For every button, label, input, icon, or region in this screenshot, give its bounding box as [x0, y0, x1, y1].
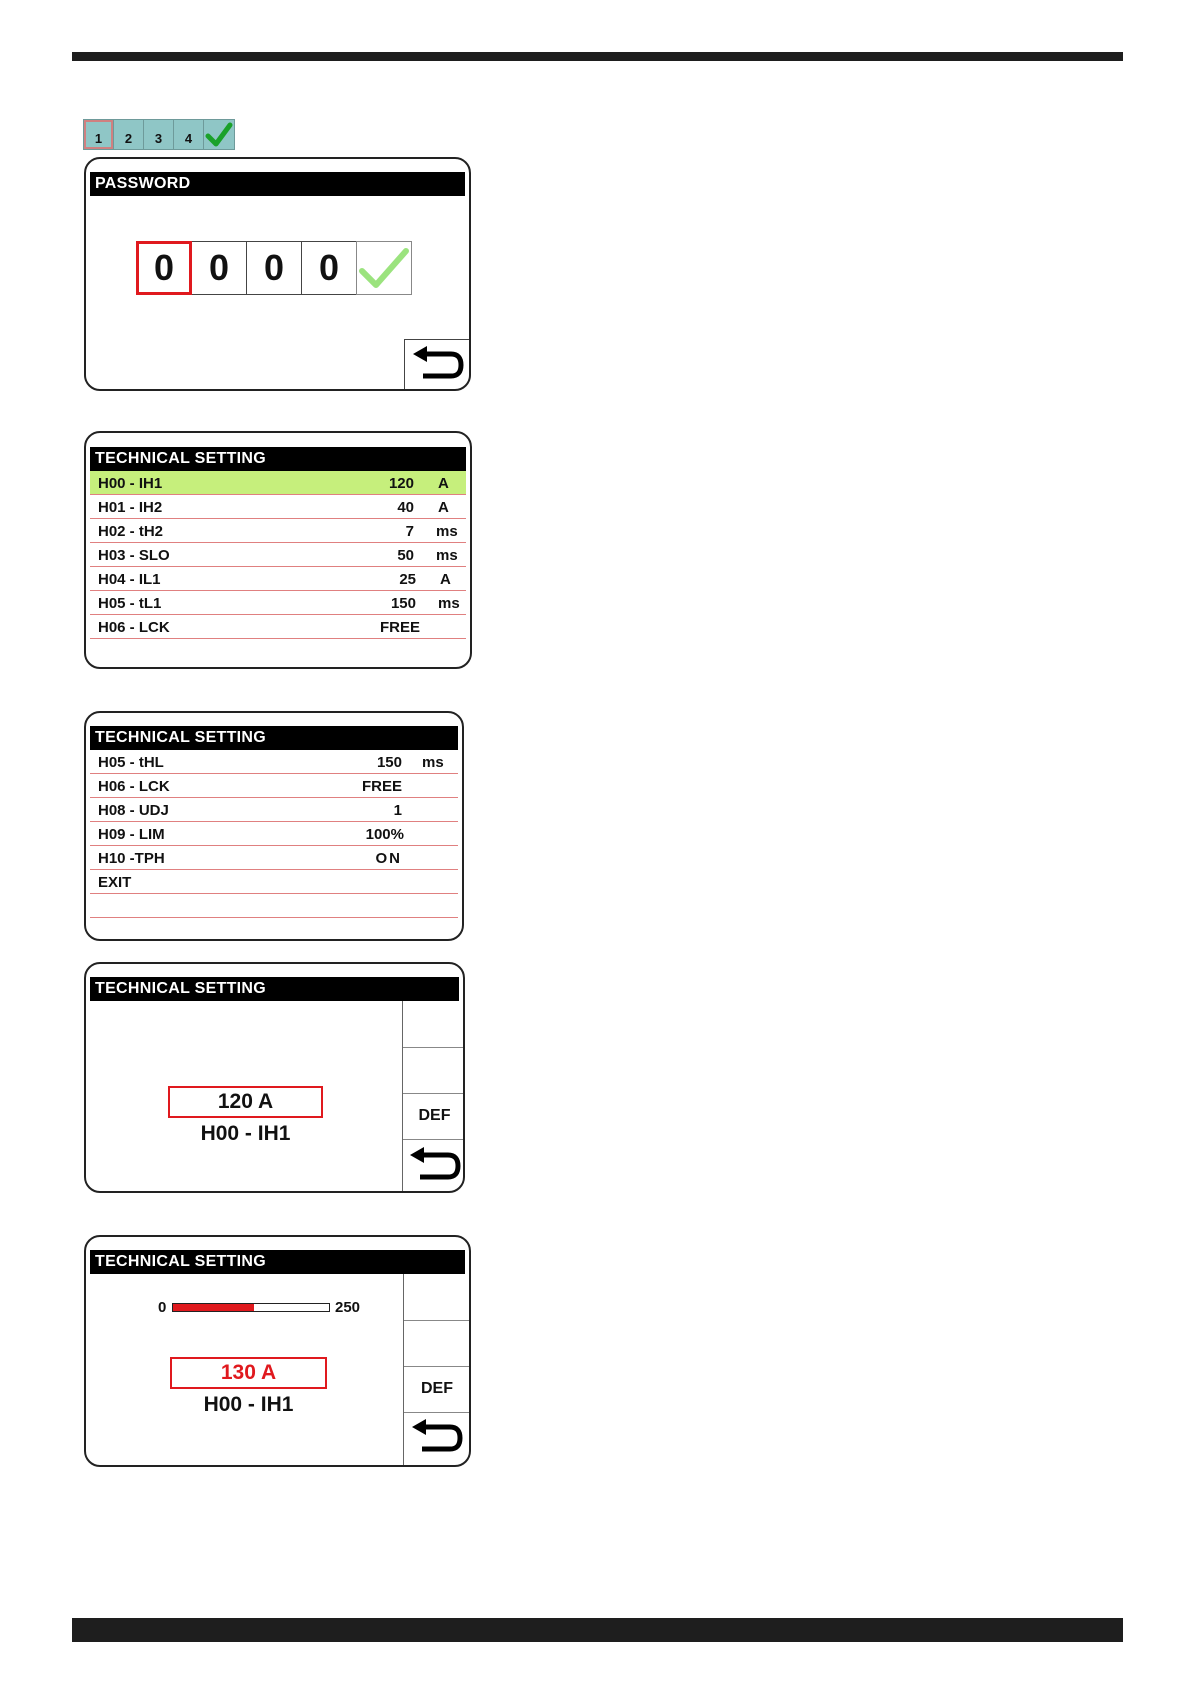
list-item[interactable]: H09 - LIM 100%	[90, 822, 458, 846]
side-button-column	[403, 1274, 470, 1465]
side-button-empty-1[interactable]	[404, 1274, 470, 1321]
side-button-empty-2[interactable]	[403, 1047, 465, 1094]
list-item	[90, 894, 458, 918]
panel-title: TECHNICAL SETTING	[90, 1250, 465, 1274]
back-button[interactable]	[403, 1139, 465, 1193]
exit-item[interactable]: EXIT	[90, 870, 458, 894]
list-item[interactable]: H05 - tHL 150 ms	[90, 750, 458, 774]
step-4[interactable]: 4	[174, 120, 204, 149]
back-button[interactable]	[404, 339, 471, 391]
technical-setting-edit-2	[84, 1235, 471, 1467]
def-button[interactable]: DEF	[404, 1366, 470, 1413]
gauge-max-label: 250	[335, 1299, 361, 1316]
side-button-column	[402, 1001, 465, 1191]
password-digits	[137, 241, 412, 295]
value-gauge	[172, 1303, 330, 1312]
list-item[interactable]: H04 - IL1 25 A	[90, 567, 466, 591]
panel-title: TECHNICAL SETTING	[90, 447, 466, 471]
def-button[interactable]: DEF	[403, 1093, 465, 1140]
list-item[interactable]: H00 - IH1 120 A	[90, 471, 466, 495]
parameter-name: H00 - IH1	[200, 1122, 291, 1145]
list-item[interactable]: H06 - LCK FREE	[90, 615, 466, 639]
back-arrow-icon	[411, 345, 465, 388]
password-digit-4[interactable]: 0	[301, 241, 357, 295]
back-arrow-icon	[410, 1418, 464, 1461]
step-2[interactable]: 2	[114, 120, 144, 149]
back-button[interactable]	[404, 1412, 470, 1467]
gauge-min-label: 0	[158, 1299, 167, 1316]
step-indicator	[83, 119, 235, 150]
panel-title: TECHNICAL SETTING	[90, 977, 459, 1001]
password-digit-1[interactable]: 0	[136, 241, 192, 295]
parameter-list	[90, 471, 466, 639]
parameter-list	[90, 750, 458, 918]
password-digit-2[interactable]: 0	[191, 241, 247, 295]
back-arrow-icon	[408, 1146, 462, 1189]
list-item[interactable]: H10 -TPH ON	[90, 846, 458, 870]
panel-title: TECHNICAL SETTING	[90, 726, 458, 750]
technical-setting-list-2	[84, 711, 464, 941]
list-item[interactable]: H01 - IH2 40 A	[90, 495, 466, 519]
password-digit-3[interactable]: 0	[246, 241, 302, 295]
list-item[interactable]: H02 - tH2 7 ms	[90, 519, 466, 543]
list-item[interactable]: H08 - UDJ 1	[90, 798, 458, 822]
parameter-name: H00 - IH1	[203, 1393, 294, 1416]
step-3[interactable]: 3	[144, 120, 174, 149]
panel-title: PASSWORD	[90, 172, 465, 196]
value-display[interactable]: 130 A	[170, 1357, 327, 1389]
technical-setting-edit-1	[84, 962, 465, 1193]
list-item[interactable]: H06 - LCK FREE	[90, 774, 458, 798]
password-panel	[84, 157, 471, 391]
list-item[interactable]: H05 - tL1 150 ms	[90, 591, 466, 615]
gauge-fill	[173, 1304, 254, 1311]
page-footer-bar	[72, 1618, 1123, 1642]
list-item[interactable]: H03 - SLO 50 ms	[90, 543, 466, 567]
step-1[interactable]: 1	[84, 120, 114, 149]
confirm-check-icon[interactable]	[356, 241, 412, 295]
page-header-bar	[72, 52, 1123, 61]
side-button-empty-2[interactable]	[404, 1320, 470, 1367]
value-display[interactable]: 120 A	[168, 1086, 323, 1118]
technical-setting-list-1	[84, 431, 472, 669]
side-button-empty-1[interactable]	[403, 1001, 465, 1048]
check-icon[interactable]	[204, 120, 234, 149]
